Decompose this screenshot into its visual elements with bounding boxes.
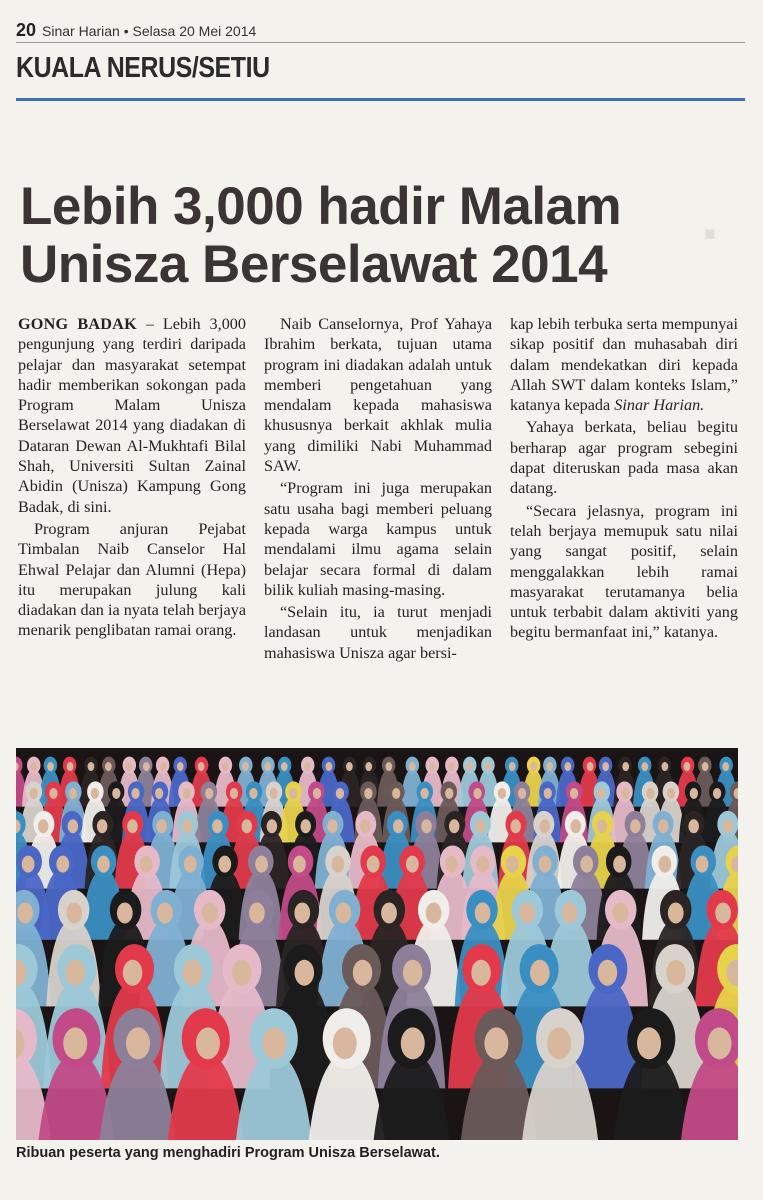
paragraph: Yahaya berkata, beliau begitu berharap agar program sebegini dapat diteruskan pada masa akan datang.	[510, 418, 738, 498]
page-number: 20	[16, 20, 37, 40]
body-column-3	[510, 314, 738, 744]
paragraph: kap lebih terbuka serta mempunyai sikap positif dan muhasabah diri dalam mendekatkan diri kepada Allah SWT dalam konteks Islam,” katanya kepada Sinar Harian.	[510, 315, 738, 415]
headline-line-2: Unisza Berselawat 2014	[20, 235, 608, 294]
paragraph: “Selain itu, ia turut menjadi landasan untuk menjadikan mahasiswa Unisza agar bersi-	[264, 603, 492, 662]
headline-line-1: Lebih 3,000 hadir Malam	[20, 177, 622, 236]
crowd-photo	[16, 748, 738, 1140]
page-folio	[16, 20, 256, 41]
paragraph: “Secara jelasnya, program ini telah berjaya memupuk satu nilai yang sangat positif, selain menggalakkan lebih ramai masyarakat terutamanya belia untuk terbabit dalam aktiviti yang begitu bermanfaat ini,” katanya.	[510, 501, 738, 642]
body-column-1	[18, 314, 246, 744]
publication-date-line: Sinar Harian • Selasa 20 Mei 2014	[42, 23, 257, 39]
crowd-illustration	[16, 748, 738, 1140]
header-divider	[16, 42, 745, 43]
dateline: GONG BADAK	[18, 315, 137, 333]
article-body	[18, 314, 738, 744]
body-column-2	[264, 314, 492, 744]
paragraph: Program anjuran Pejabat Timbalan Naib Canselor Hal Ehwal Pelajar dan Alumni (Hepa) itu merupakan julung kali diadakan dan ia nyata telah berjaya menarik penglibatan ramai orang.	[18, 519, 246, 640]
section-title: KUALA NERUS/SETIU	[16, 52, 270, 84]
paragraph: “Program ini juga merupakan satu usaha bagi memberi peluang kepada warga kampus untuk mendalami ilmu agama selain belajar secara formal di dalam bilik kuliah masing-masing.	[264, 479, 492, 599]
paragraph: GONG BADAK – Lebih 3,000 pengunjung yang terdiri daripada pelajar dan masyarakat setempat hadir memberikan sokongan pada Program Malam Unisza Berselawat 2014 yang diadakan di Dataran Dewan Al-Mukhtafi Bilal Shah, Universiti Sultan Zainal Abidin (Unisza) Kampung Gong Badak, di sini.	[18, 315, 246, 516]
photo-caption: Ribuan peserta yang menghadiri Program Unisza Berselawat.	[16, 1145, 440, 1161]
section-rule	[16, 98, 745, 101]
article-headline	[20, 178, 710, 294]
bleed-through-from-next-page: .	[701, 181, 719, 253]
publication-name: Sinar Harian.	[614, 396, 705, 415]
paragraph: Naib Canselornya, Prof Yahaya Ibrahim berkata, tujuan utama program ini diadakan adalah untuk memberi pengetahuan yang mendalam kepada mahasiswa khususnya berkait akhlak mulia yang dimiliki Nabi Muhammad SAW.	[264, 315, 492, 476]
